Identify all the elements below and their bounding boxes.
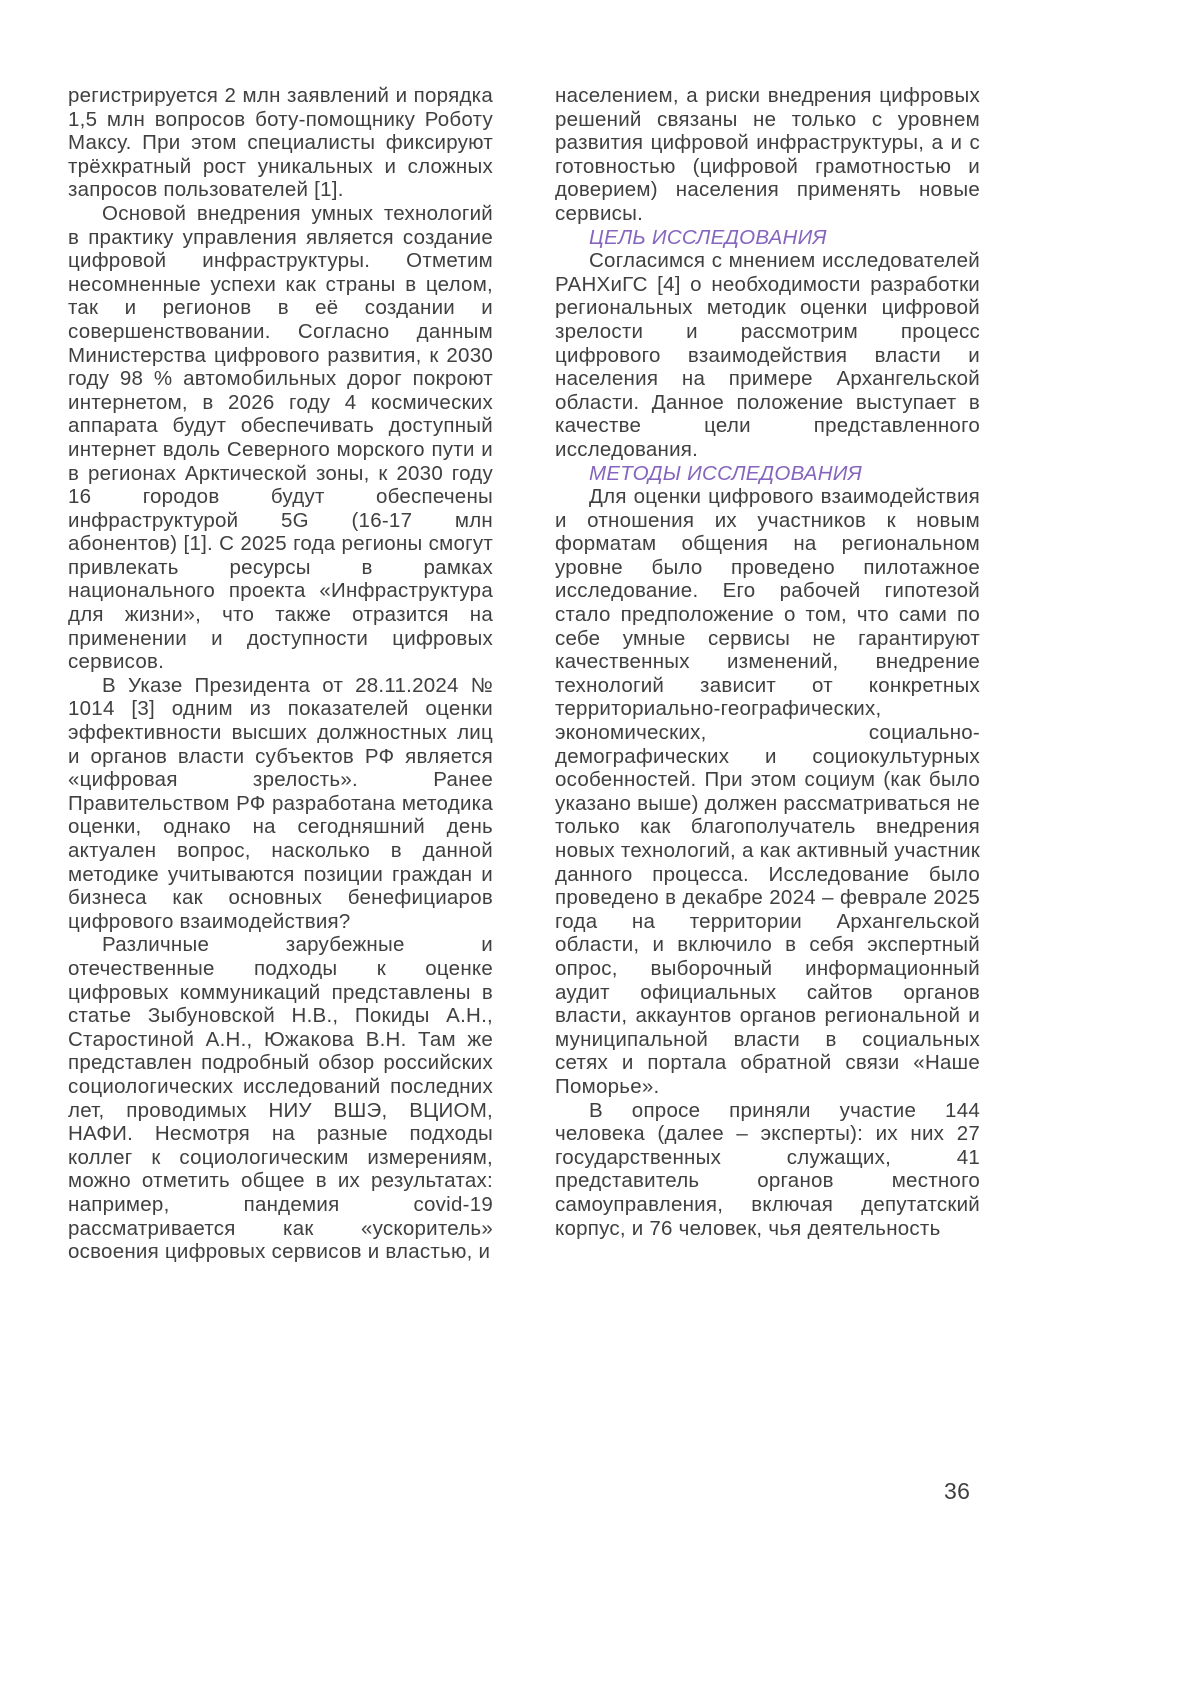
paragraph: В Указе Президента от 28.11.2024 № 1014 [3] одним из показателей оценки эффективности высших должностных лиц и органов власти субъектов РФ является «цифровая зрелость». Ранее Правительством РФ разработана методика оценки, однако на сегодняшний день актуален вопрос, насколько в данной методике учитываются позиции граждан и бизнеса как основных бенефициаров цифрового взаимодействия? — [68, 673, 493, 933]
left-column — [68, 84, 493, 1264]
paragraph: Основой внедрения умных технологий в практику управления является создание цифровой инфраструктуры. Отметим несомненные успехи как страны в целом, так и регионов в её создании и совершенствовании. Согласно данным Министерства цифрового развития, к 2030 году 98 % автомобильных дорог покроют интернетом, в 2026 году 4 космических аппарата будут обеспечивать доступный интернет вдоль Северного морского пути и в регионах Арктической зоны, к 2030 году 16 городов будут обеспечены инфраструктурой 5G (16-17 млн абонентов) [1]. С 2025 года регионы смогут привлекать ресурсы в рамках национального проекта «Инфраструктура для жизни», что также отразится на применении и доступности цифровых сервисов. — [68, 201, 493, 674]
section-heading: ЦЕЛЬ ИССЛЕДОВАНИЯ — [589, 225, 827, 249]
section-heading: МЕТОДЫ ИССЛЕДОВАНИЯ — [589, 461, 862, 485]
paragraph: регистрируется 2 млн заявлений и порядка 1,5 млн вопросов боту-помощнику Роботу Максу. При этом специалисты фиксируют трёхкратный рост уникальных и сложных запросов пользователей [1]. — [68, 84, 493, 202]
paragraph: Для оценки цифрового взаимодействия и отношения их участников к новым форматам общения на региональном уровне было проведено пилотажное исследование. Его рабочей гипотезой стало предположение о том, что сами по себе умные сервисы не гарантируют качественных изменений, внедрение технологий зависит от конкретных территориально-географических, экономических, социально-демографических и социокультурных особенностей. При этом социум (как было указано выше) должен рассматриваться не только как благополучатель внедрения новых технологий, а как активный участник данного процесса. Исследование было проведено в декабре 2024 – феврале 2025 года на территории Архангельской области, и включило в себя экспертный опрос, выборочный информационный аудит официальных сайтов органов власти, аккаунтов органов региональной и муниципальной власти в социальных сетях и портала обратной связи «Наше Поморье». — [555, 485, 980, 1098]
page-number: 36 — [944, 1478, 971, 1504]
paragraph: В опросе приняли участие 144 человека (далее – эксперты): их них 27 государственных служащих, 41 представитель органов местного самоуправления, включая депутатский корпус, и 76 человек, чья деятельность — [555, 1098, 980, 1240]
paragraph: Согласимся с мнением исследователей РАНХиГС [4] о необходимости разработки региональных методик оценки цифровой зрелости и рассмотрим процесс цифрового взаимодействия власти и населения на примере Архангельской области. Данное положение выступает в качестве цели представленного исследования. — [555, 249, 980, 461]
right-column — [555, 84, 980, 1264]
paragraph: населением, а риски внедрения цифровых решений связаны не только с уровнем развития цифровой инфраструктуры, а и с готовностью (цифровой грамотностью и доверием) населения применять новые сервисы. — [555, 84, 980, 225]
two-column-text-block — [68, 84, 980, 1264]
paragraph: Различные зарубежные и отечественные подходы к оценке цифровых коммуникаций представлены в статье Зыбуновской Н.В., Покиды А.Н., Старостиной А.Н., Южакова В.Н. Там же представлен подробный обзор российских социологических исследований последних лет, проводимых НИУ ВШЭ, ВЦИОМ, НАФИ. Несмотря на разные подходы коллег к социологическим измерениям, можно отметить общее в их результатах: например, пандемия covid-19 рассматривается как «ускоритель» освоения цифровых сервисов и властью, и — [68, 933, 493, 1264]
